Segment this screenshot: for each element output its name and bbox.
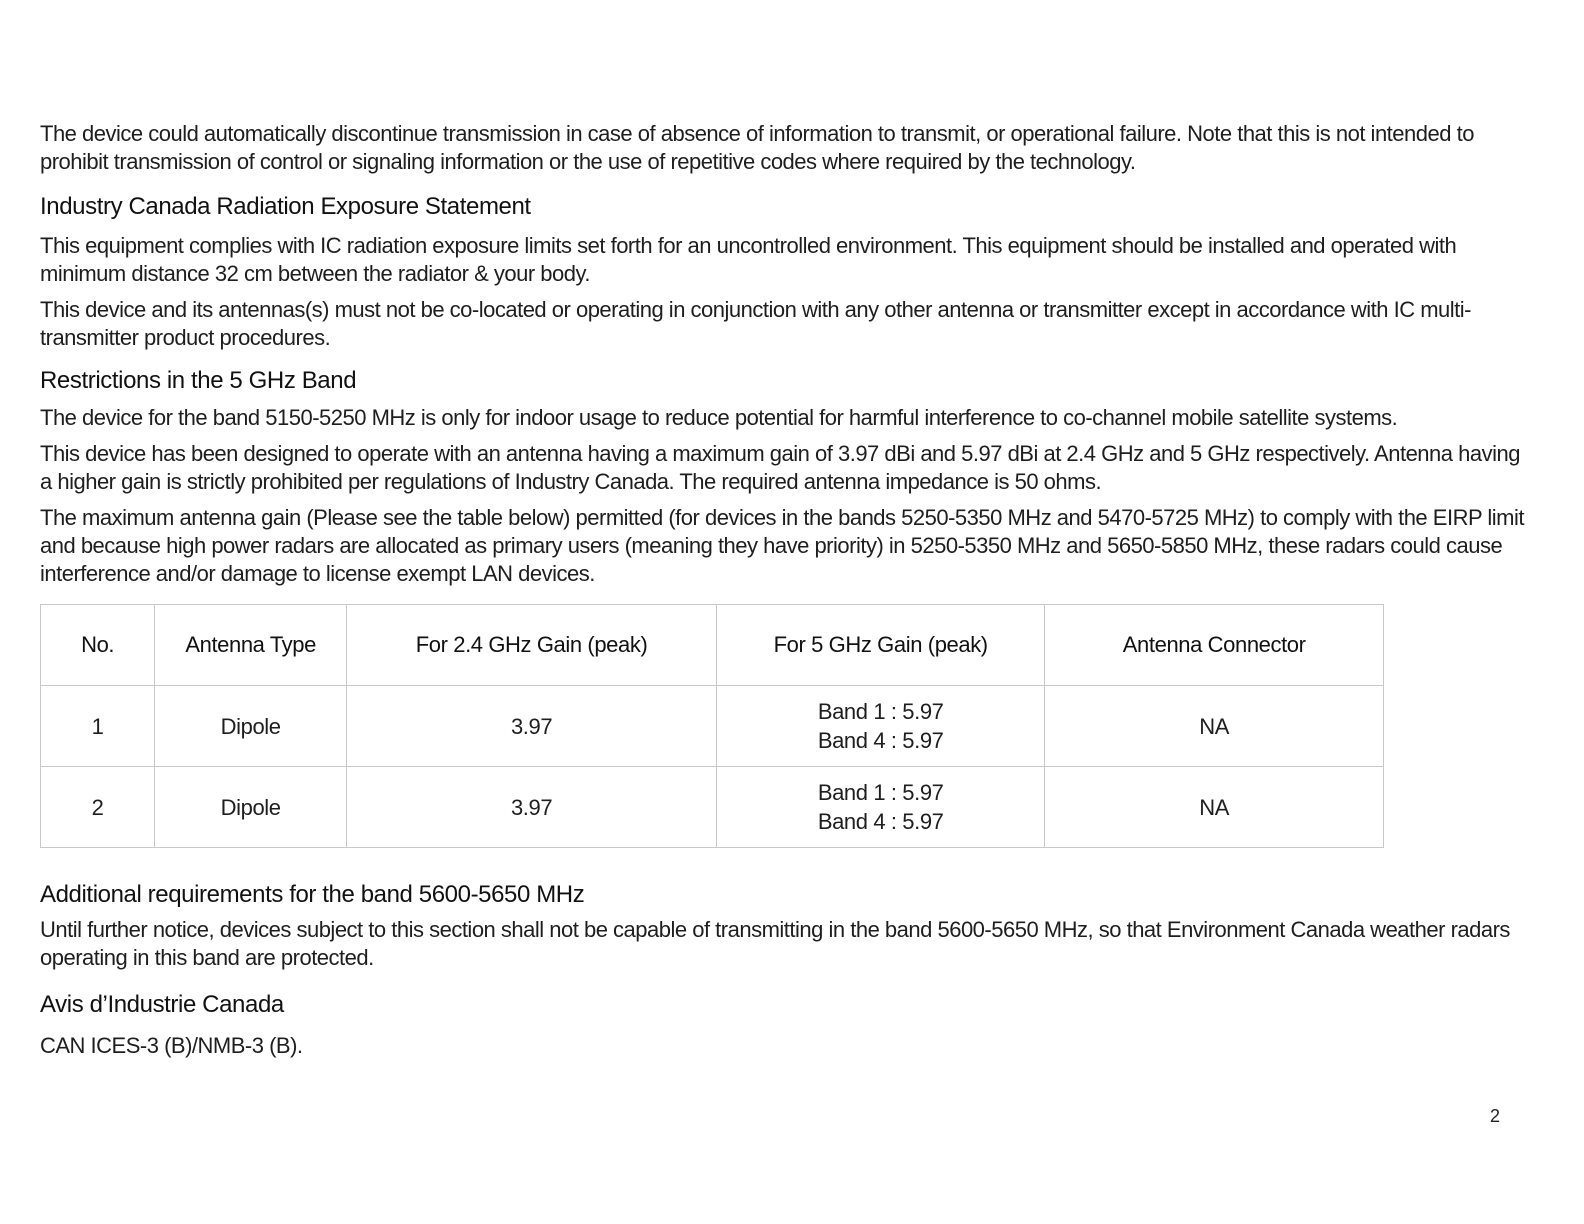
avis-heading: Avis d’Industrie Canada (40, 991, 284, 1018)
header-antenna-type: Antenna Type (155, 605, 347, 686)
page-number: 2 (1490, 1106, 1501, 1126)
restrictions-paragraph-2: This device has been designed to operate with an antenna having a maximum gain of 3.97 dBi and 5.97 dBi at 2.4 GHz and 5 GHz respectively. Antenna having a higher gain is strictly prohibited per regulations of Industry Canada. The required antenna impedance is 50 ohms. (40, 441, 1520, 494)
restrictions-paragraph-3: The maximum antenna gain (Please see the table below) permitted (for devices in the bands 5250-5350 MHz and 5470-5725 MHz) to comply with the EIRP limit and because high power radars are allocated as primary users (meaning they have priority) in 5250-5350 MHz and 5650-5850 MHz, these radars could cause interference and/or damage to license exempt LAN devices. (40, 505, 1524, 586)
table-row (41, 767, 1384, 848)
table-row (41, 686, 1384, 767)
intro-paragraph: The device could automatically discontinue transmission in case of absence of information to transmit, or operational failure. Note that this is not intended to prohibit transmission of control or signaling information or the use of repetitive codes where required by the technology. (40, 121, 1474, 174)
header-gain-5ghz: For 5 GHz Gain (peak) (717, 605, 1045, 686)
cell-antenna-connector: NA (1045, 686, 1384, 767)
gain-band-4: Band 4 : 5.97 (817, 728, 944, 753)
avis-paragraph: CAN ICES-3 (B)/NMB-3 (B). (40, 1033, 303, 1058)
cell-no: 2 (41, 767, 155, 848)
restrictions-heading: Restrictions in the 5 GHz Band (40, 367, 357, 394)
header-antenna-connector: Antenna Connector (1045, 605, 1384, 686)
cell-antenna-type: Dipole (155, 686, 347, 767)
header-no: No. (41, 605, 155, 686)
gain-band-4: Band 4 : 5.97 (817, 809, 944, 834)
cell-gain-2-4ghz: 3.97 (347, 767, 717, 848)
cell-antenna-connector: NA (1045, 767, 1384, 848)
ic-radiation-paragraph-2: This device and its antennas(s) must not be co-located or operating in conjunction with any other antenna or transmitter except in accordance with IC multi-transmitter product procedures. (40, 297, 1471, 350)
additional-requirements-paragraph: Until further notice, devices subject to this section shall not be capable of transmitting in the band 5600-5650 MHz, so that Environment Canada weather radars operating in this band are protected. (40, 917, 1510, 970)
header-gain-2-4ghz: For 2.4 GHz Gain (peak) (347, 605, 717, 686)
ic-radiation-paragraph-1: This equipment complies with IC radiation exposure limits set forth for an uncontrolled environment. This equipment should be installed and operated with minimum distance 32 cm between the radiator & your body. (40, 233, 1457, 286)
ic-radiation-heading: Industry Canada Radiation Exposure Statement (40, 193, 531, 220)
cell-gain-2-4ghz: 3.97 (347, 686, 717, 767)
table-header-row (41, 605, 1384, 686)
cell-no: 1 (41, 686, 155, 767)
cell-gain-5ghz (717, 767, 1045, 848)
cell-gain-5ghz (717, 686, 1045, 767)
cell-antenna-type: Dipole (155, 767, 347, 848)
document-page (40, 120, 1530, 1060)
restrictions-paragraph-1: The device for the band 5150-5250 MHz is only for indoor usage to reduce potential for harmful interference to co-channel mobile satellite systems. (40, 405, 1398, 430)
antenna-gain-table (40, 604, 1384, 848)
gain-band-1: Band 1 : 5.97 (817, 699, 944, 724)
gain-band-1: Band 1 : 5.97 (817, 780, 944, 805)
additional-requirements-heading: Additional requirements for the band 5600-5650 MHz (40, 881, 585, 908)
